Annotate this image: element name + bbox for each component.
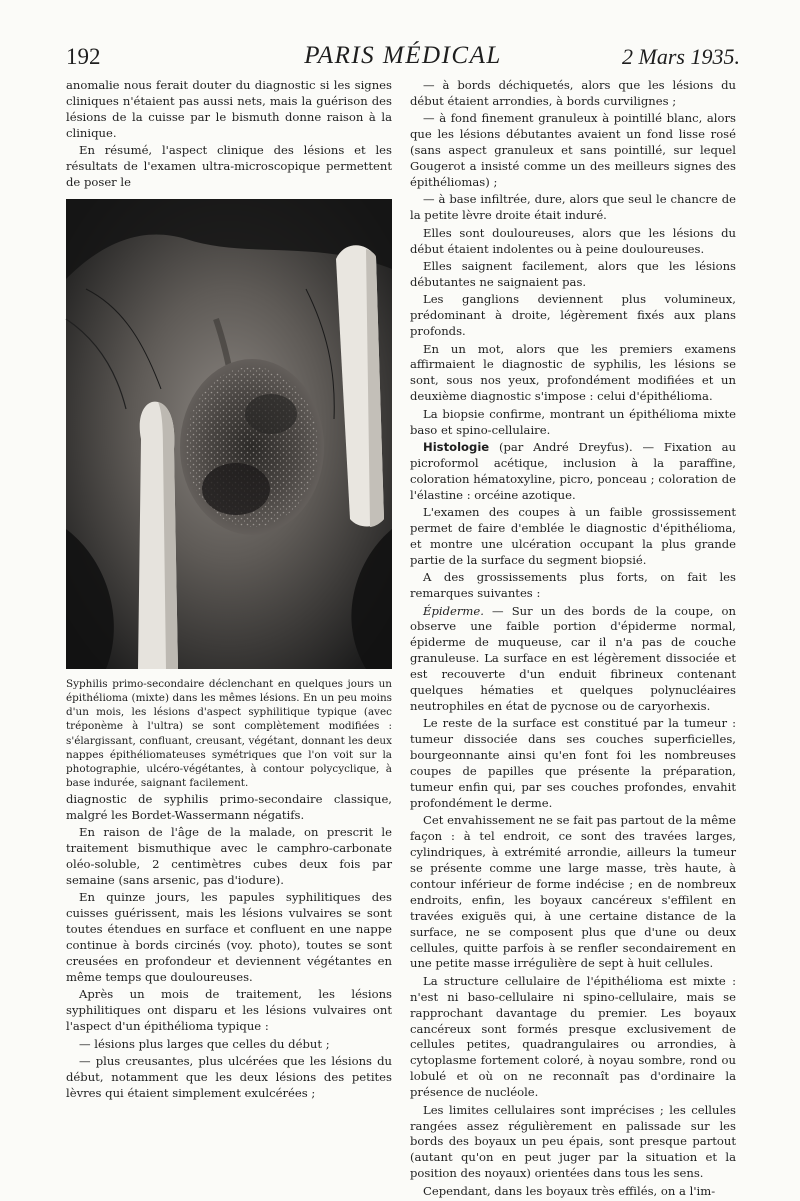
- paragraph: L'examen des coupes à un faible grossissement permet de faire d'emblée le diagnostic d'épithélioma, et montre une ulcération occupant la plus grande partie de la surface du segment biopsié.: [410, 505, 736, 567]
- paragraph: Cependant, dans les boyaux très effilés, on a l'im-: [423, 1183, 716, 1198]
- paragraph: Cet envahissement ne se fait pas partout de la même façon : à tel endroit, ce sont des travées larges, cylindriques, à extrémité arrondie, ailleurs la tumeur se présente comme une large masse, très haute, à contour inférieur de forme indécise ; en de nombreux endroits, enfin, les boyaux cancéreux s'effilent en travées exiguës qui, à une certaine distance de la surface, ne se composent plus que d'une ou deux cellules, quitte parfois à se renfler secondairement en une petite masse irrégulière de sept à huit cellules.: [410, 813, 736, 971]
- paragraph: — à bords déchiquetés, alors que les lésions du début étaient arrondies, à bords curvilignes ;: [410, 78, 736, 108]
- epiderme-text: — Sur un des bords de la coupe, on observe une faible portion d'épiderme normal, épiderme de muqueuse, car il n'a pas de couche granuleuse. La surface en est légèrement dissociée et est recouverte d'un enduit fibrineux contenant quelques hématies et quelques polynucléaires neutrophiles en état de pycnose ou de caryorhexis.: [410, 603, 736, 713]
- histologie-paragraph: [410, 440, 736, 504]
- paragraph: Elles sont douloureuses, alors que les lésions du début étaient indolentes ou à peine douloureuses.: [410, 225, 736, 256]
- paragraph: anomalie nous ferait douter du diagnostic si les signes cliniques n'étaient pas aussi nets, mais la guérison des lésions de la cuisse par le bismuth donne raison à la clinique.: [66, 78, 392, 140]
- paragraph: Après un mois de traitement, les lésions syphilitiques ont disparu et les lésions vulvaires ont l'aspect d'un épithélioma typique :: [66, 987, 392, 1034]
- paragraph: En résumé, l'aspect clinique des lésions et les résultats de l'examen ultra-microscopique permettent de poser le: [66, 143, 392, 189]
- histologie-text: (par André Dreyfus). — Fixation au picroformol acétique, inclusion à la paraffine, coloration hématoxyline, picro, ponceau ; coloration de l'élastine : orcéine azotique.: [410, 439, 736, 502]
- paragraph: La biopsie confirme, montrant un épithélioma mixte baso et spino-cellulaire.: [410, 406, 736, 437]
- paragraph: En quinze jours, les papules syphilitiques des cuisses guérissent, mais les lésions vulvaires se sont toutes étendues en surface et confluent en une nappe continue à bords circinés (voy. photo), toutes se sont creusées en profondeur et deviennent végétantes en même temps que douloureuses.: [66, 890, 392, 984]
- section-heading-histologie: Histologie: [423, 439, 490, 454]
- paragraph: A des grossissements plus forts, on fait les remarques suivantes :: [410, 570, 736, 601]
- right-column: [410, 78, 736, 1201]
- running-header: [66, 38, 740, 78]
- paragraph: diagnostic de syphilis primo-secondaire classique, malgré les Bordet-Wassermann négatifs.: [66, 791, 392, 822]
- paragraph: Le reste de la surface est constitué par la tumeur : tumeur dissociée dans ses couches superficielles, bourgeonnante ainsi qu'en font foi les nombreuses coupes de papilles que présente la préparation, tumeur enfin qui, par ses couches profondes, envahit profondément le derme.: [410, 716, 736, 810]
- paragraph: — plus creusantes, plus ulcérées que les lésions du début, notamment que les deux lésions des petites lèvres qui étaient simplement exulcérées ;: [66, 1053, 392, 1100]
- section-heading-epiderme: Épiderme.: [423, 603, 484, 618]
- paragraph: En un mot, alors que les premiers examens affirmaient le diagnostic de syphilis, les lésions se sont, sous nos yeux, profondément modifiées et un deuxième diagnostic s'impose : celui d'épithélioma.: [410, 341, 736, 404]
- clinical-photograph: [66, 199, 392, 669]
- photograph-image: [66, 199, 392, 669]
- journal-title: PARIS MÉDICAL: [304, 42, 502, 69]
- left-column: [66, 78, 392, 1103]
- paragraph: Les ganglions deviennent plus volumineux, prédominant à droite, légèrement fixés aux plans profonds.: [410, 292, 736, 339]
- paragraph: — lésions plus larges que celles du début ;: [79, 1036, 330, 1051]
- issue-date: 2 Mars 1935.: [622, 44, 740, 69]
- figure-caption: Syphilis primo-secondaire déclenchant en quelques jours un épithélioma (mixte) dans les mêmes lésions. En un peu moins d'un mois, les lésions d'aspect syphilitique typique (avec tréponème à l'ultra) se sont complètement modifiées : s'élargissant, confluant, creusant, végétant, donnant les deux nappes épithéliomateuses symétriques que l'on voit sur la photographie, ulcéro-végétantes, à contour polycyclique, à base indurée, saignant facilement.: [66, 677, 392, 790]
- paragraph: Les limites cellulaires sont imprécises ; les cellules rangées assez régulièrement en palissade sur les bords des boyaux un peu épais, sont presque partout (autant qu'on en peut juger par la situation et la position des noyaux) orientées dans tous les sens.: [410, 1102, 736, 1181]
- paragraph: Elles saignent facilement, alors que les lésions débutantes ne saignaient pas.: [410, 258, 736, 289]
- paragraph: La structure cellulaire de l'épithélioma est mixte : n'est ni baso-cellulaire ni spino-cellulaire, mais se rapprochant davantage du premier. Les boyaux cancéreux sont formés presque exclusivement de cellules petites, quadrangulaires ou arrondies, à cytoplasme fortement coloré, à noyau sombre, rond ou lobulé et où on ne reconnaît pas d'ordinaire la présence de nucléole.: [410, 973, 736, 1100]
- epiderme-paragraph: [410, 604, 736, 715]
- paragraph: En raison de l'âge de la malade, on prescrit le traitement bismuthique avec le camphro-carbonate oléo-soluble, 2 centimètres cubes deux fois par semaine (sans arsenic, pas d'iodure).: [66, 825, 392, 887]
- paragraph: — à base infiltrée, dure, alors que seul le chancre de la petite lèvre droite était induré.: [410, 192, 736, 223]
- page-number: 192: [66, 44, 101, 69]
- paragraph: — à fond finement granuleux à pointillé blanc, alors que les lésions débutantes avaient un fond lisse rosé (sans aspect granuleux et sans pointillé, sur lequel Gougerot a insisté comme un des meilleurs signes des épithéliomas) ;: [410, 111, 736, 189]
